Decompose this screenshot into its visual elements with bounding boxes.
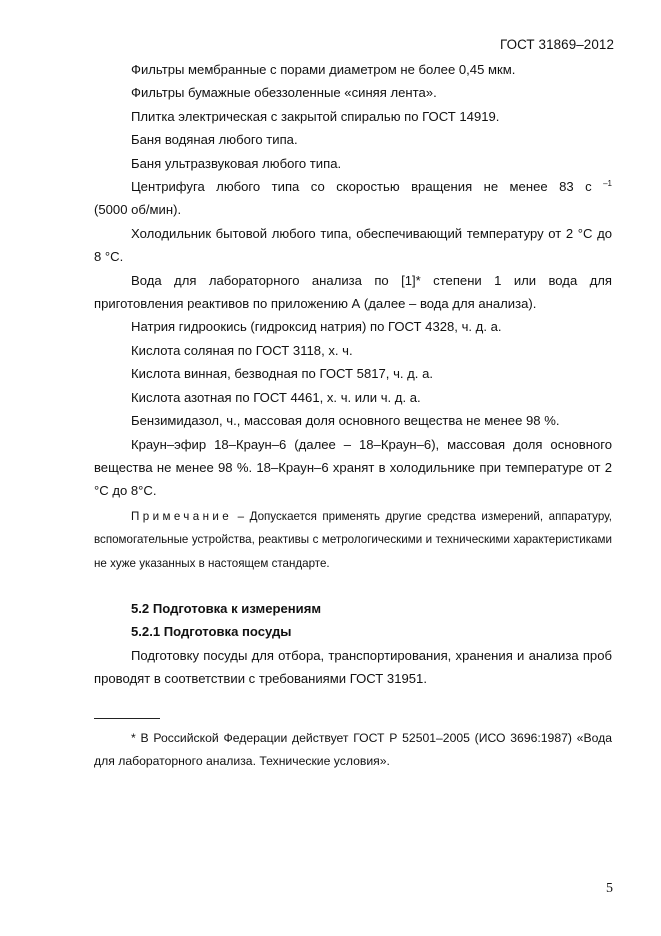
paragraph: Фильтры бумажные обеззоленные «синяя лента». [131, 85, 437, 101]
footnote-divider [94, 718, 160, 719]
paragraph: Плитка электрическая с закрытой спиралью по ГОСТ 14919. [131, 108, 500, 124]
paragraph-centrifuge [94, 175, 612, 198]
body-text [94, 58, 612, 691]
paragraph: Баня водяная любого типа. [131, 132, 298, 148]
subsection-text: Подготовку посуды для отбора, транспортирования, хранения и анализа проб проводят в соответствии с требованиями ГОСТ 31951. [94, 647, 612, 687]
paragraph: Холодильник бытовой любого типа, обеспечивающий температуру от 2 °С до 8 °С. [94, 225, 612, 265]
paragraph: Бензимидазол, ч., массовая доля основного вещества не менее 98 %. [131, 413, 560, 429]
paragraph-centrifuge-rest: (5000 об/мин). [94, 202, 182, 218]
paragraph: Кислота азотная по ГОСТ 4461, х. ч. или ч. д. а. [131, 389, 421, 405]
paragraph: Баня ультразвуковая любого типа. [131, 155, 342, 171]
note-label: Примечание [131, 509, 233, 523]
paragraph: Вода для лабораторного анализа по [1]* степени 1 или вода для приготовления реактивов по приложению А (далее – вода для анализа). [94, 272, 612, 312]
centrifuge-text: Центрифуга любого типа со скоростью вращения не менее 83 с [131, 179, 592, 195]
footnote: * В Российской Федерации действует ГОСТ Р 52501–2005 (ИСО 3696:1987) «Вода для лабораторного анализа. Технические условия». [94, 731, 612, 768]
section-heading: 5.2 Подготовка к измерениям [131, 600, 322, 616]
paragraph: Кислота винная, безводная по ГОСТ 5817, ч. д. а. [131, 366, 433, 382]
paragraph: Кислота соляная по ГОСТ 3118, х. ч. [131, 342, 353, 358]
standard-header: ГОСТ 31869–2012 [499, 37, 614, 52]
subsection-heading: 5.2.1 Подготовка посуды [131, 624, 292, 640]
paragraph: Фильтры мембранные с порами диаметром не более 0,45 мкм. [131, 62, 516, 77]
centrifuge-exponent: –1 [603, 179, 612, 189]
page-number: 5 [606, 881, 613, 896]
paragraph: Натрия гидроокись (гидроксид натрия) по ГОСТ 4328, ч. д. а. [131, 319, 502, 335]
note-text: – Допускается применять другие средства измерений, аппаратуру, вспомогательные устройства, реактивы с метрологическими и техническими характеристиками не хуже указанных в настоящем стандарте. [94, 509, 612, 570]
paragraph: Краун–эфир 18–Краун–6 (далее – 18–Краун–6), массовая доля основного вещества не менее 98 %. 18–Краун–6 хранят в холодильнике при температуре от 2 °С до 8°С. [94, 436, 612, 499]
note [94, 505, 612, 575]
